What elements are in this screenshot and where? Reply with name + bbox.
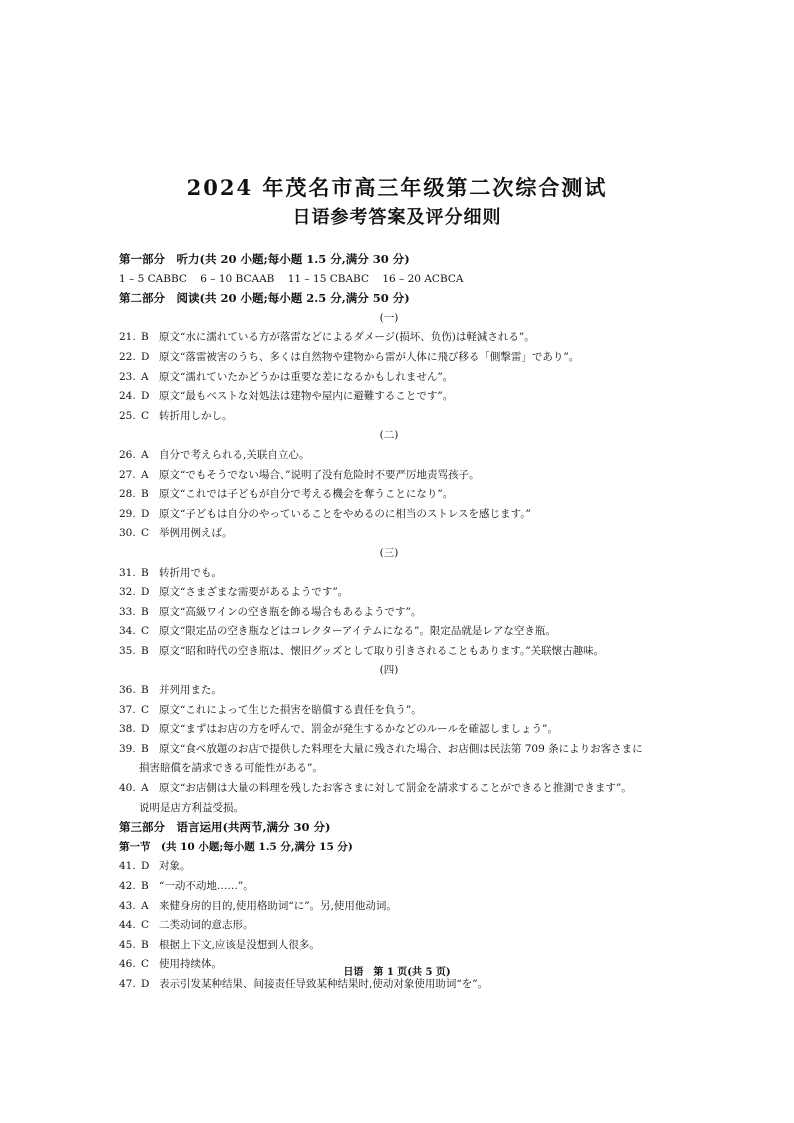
answer-letter: B [141,566,149,579]
answer-item [119,446,699,466]
answer-explanation: 转折用でも。 [159,566,222,579]
answer-letter: B [141,488,149,501]
answer-explanation: 原文“子どもは自分のやっていることをやめるのに相当のストレスを感じます。” [159,507,531,520]
answer-explanation: 原文“水に濡れている方が落雷などによるダメージ(损坏、负伤)は軽減される”。 [159,331,535,344]
answer-item [119,720,699,740]
answer-item [119,485,699,505]
answer-item [119,505,699,525]
answer-item [119,681,699,701]
question-number: 45. [119,938,136,951]
reading-group-mark: (一) [379,311,399,324]
answer-item [119,387,699,407]
answer-letter: C [141,703,150,716]
question-number: 28. [119,488,136,501]
answer-explanation: 表示引发某种结果、间接责任导致某种结果时,使动对象使用助词“を”。 [159,977,489,990]
answer-explanation: 原文“これによって生じた損害を賠償する責任を負う”。 [159,703,422,716]
question-number: 23. [119,370,136,383]
page-subtitle: 日语参考答案及评分细则 [292,207,502,228]
answer-explanation: 对象。 [159,860,191,873]
answer-explanation: 二类动词的意志形。 [159,919,254,932]
document-body [119,250,699,995]
page-footer: 日语 第 1 页(共 5 页) [343,967,451,978]
question-number: 26. [119,448,136,461]
answer-item [119,348,699,368]
question-number: 39. [119,742,136,755]
answer-explanation: 原文“濡れていたかどうかは重要な差になるかもしれません”。 [159,370,454,383]
part2-heading: 第二部分 阅读(共 20 小题;每小题 2.5 分,满分 50 分) [119,291,410,306]
answer-key: 16 – 20 ACBCA [382,272,464,285]
answer-item [119,622,699,642]
answer-letter: A [141,468,149,481]
answer-letter: B [141,684,149,697]
question-number: 46. [119,958,136,971]
answer-explanation: 原文“まずはお店の方を呼んで、罰金が発生するかなどのルールを確認しましょう”。 [159,723,558,736]
answer-letter: A [141,899,149,912]
answer-explanation: 根据上下文,应该是没想到人很多。 [159,938,320,951]
answer-key: 6 – 10 BCAAB [200,272,275,285]
question-number: 31. [119,566,136,579]
answer-explanation: 原文“さまざまな需要があるようです”。 [159,586,349,599]
question-number: 40. [119,782,136,795]
answer-letter: D [141,350,150,363]
question-number: 38. [119,723,136,736]
answer-letter: D [141,723,150,736]
answer-explanation: 原文“でもそうでない場合、”说明了没有危险时不要严厉地责骂孩子。 [159,468,480,481]
answer-explanation: 原文“限定品の空き瓶などはコレクターアイテムになる”。限定品就是レアな空き瓶。 [159,625,556,638]
question-number: 25. [119,409,136,422]
answer-key: 1 – 5 CABBC [119,272,187,285]
answer-explanation: 原文“昭和時代の空き瓶は、懐旧グッズとして取り引きされることもあります。”关联懐古趣味。 [159,644,605,657]
answer-explanation: 原文“高級ワインの空き瓶を飾る場合もあるようです”。 [159,605,422,618]
answer-letter: B [141,938,149,951]
answer-explanation: 自分で考えられる,关联自立心。 [159,448,310,461]
answer-letter: D [141,977,150,990]
question-number: 36. [119,684,136,697]
part3-section1-heading: 第一节 (共 10 小题;每小题 1.5 分,满分 15 分) [119,840,353,853]
reading-group-mark: (三) [379,546,399,559]
answer-letter: D [141,860,150,873]
answer-item [119,779,699,799]
question-number: 27. [119,468,136,481]
question-number: 34. [119,625,136,638]
answer-letter: B [141,605,149,618]
answer-letter: B [141,742,149,755]
answer-item [119,368,699,388]
question-number: 42. [119,880,136,892]
question-number: 47. [119,977,136,990]
question-number: 44. [119,919,136,932]
answer-explanation: 并列用また。 [159,684,222,697]
answer-letter: B [141,644,149,657]
answer-item [119,564,699,584]
question-number: 41. [119,860,136,873]
answer-letter: A [141,448,149,461]
answer-explanation: 原文“落雷被害のうち、多くは自然物や建物から雷が人体に飛び移る「側撃雷」であり”。 [159,350,580,363]
question-number: 24. [119,390,136,403]
answer-item [119,877,699,897]
answer-item [119,466,699,486]
part1-heading: 第一部分 听力(共 20 小题;每小题 1.5 分,满分 30 分) [119,252,410,266]
answer-item [119,936,699,956]
part2-groups [119,309,699,818]
answer-explanation: 原文“これでは子どもが自分で考える機会を奪うことになり”。 [159,488,454,501]
answer-letter: A [141,370,149,383]
answer-item [119,740,699,760]
answer-explanation: 使用持续体。 [159,958,222,971]
reading-group-mark: (二) [379,429,399,442]
answer-letter: C [141,919,150,932]
reading-group-mark: (四) [379,664,399,677]
answer-item [119,328,699,348]
part3-heading: 第三部分 语言运用(共两节,满分 30 分) [119,820,331,835]
answer-letter: C [141,958,150,971]
answer-item [119,916,699,936]
answer-item [119,603,699,623]
answer-explanation-continued: 損害賠償を請求できる可能性がある”。 [139,762,323,775]
question-number: 43. [119,899,136,912]
answer-letter: D [141,507,150,520]
answer-item [119,407,699,427]
answer-explanation: 来健身房的目的,使用格助词“に”。另,使用他动词。 [159,899,397,912]
answer-letter: C [141,625,150,638]
answer-explanation: 原文“お店側は大量の料理を残したお客さまに対して罰金を請求することができると推測できます”。 [159,782,632,795]
answer-letter: A [141,782,149,795]
question-number: 30. [119,527,136,540]
answer-letter: D [141,390,150,403]
answer-explanation: 原文“最もベストな対処法は建物や屋内に避難することです”。 [159,390,454,403]
question-number: 33. [119,605,136,618]
answer-item [119,524,699,544]
question-number: 21. [119,331,136,344]
page-title: 2024 年茂名市高三年级第二次综合测试 [186,175,608,200]
part1-answer-keys [119,270,699,290]
question-number: 37. [119,703,136,716]
answer-explanation: 原文“食べ放題のお店で提供した料理を大量に残された場合、お店側は民法第 709 条によりお客さまに [159,742,643,755]
answer-item [119,897,699,917]
answer-explanation: “一动不动地……”。 [159,880,254,892]
question-number: 32. [119,586,136,599]
answer-letter: D [141,586,150,599]
question-number: 22. [119,350,136,363]
question-number: 29. [119,507,136,520]
answer-explanation: 转折用しかし。 [159,409,233,422]
answer-item [119,642,699,662]
answer-explanation: 举例用例えば。 [159,527,233,540]
answer-item [119,583,699,603]
question-number: 35. [119,644,136,657]
answer-key: 11 – 15 CBABC [287,272,369,285]
answer-letter: B [141,331,149,344]
answer-letter: C [141,527,150,540]
answer-item [119,701,699,721]
answer-item [119,857,699,877]
answer-explanation-continued: 说明是店方利益受损。 [139,801,244,814]
answer-letter: C [141,409,150,422]
answer-letter: B [141,880,149,892]
